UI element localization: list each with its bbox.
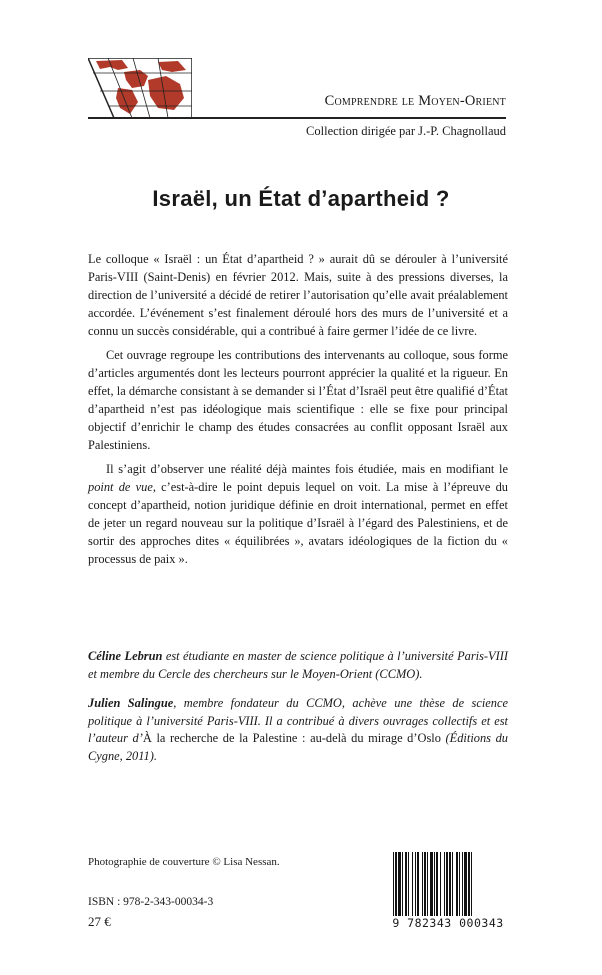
paragraph-2: Cet ouvrage regroupe les contributions des intervenants au colloque, sous forme d’articles argumentés dont les lecteurs pourront apprécier la qualité et la rigueur. En effet, la démarche consistant à se demander si l’État d’Israël peut être qualifié d’État d’apartheid n’est pas idéologique mais scientifique : elle se fixe pour principal objectif d’enrichir le champ des études consacrées au conflit opposant Israël aux Palestiniens.	[88, 348, 508, 452]
author-bio-lebrun	[88, 648, 508, 683]
collection-logo	[88, 58, 192, 118]
collection-editor: Collection dirigée par J.-P. Chagnollaud	[306, 124, 506, 138]
paragraph-3-start: Il s’agit d’observer une réalité déjà maintes fois étudiée, mais en modifiant le	[106, 462, 508, 476]
publisher-reference: (Éditions du Cygne, 2011).	[88, 731, 508, 763]
book-reference: À la recherche de la Palestine : au-delà du mirage d’Oslo	[142, 731, 441, 745]
author-bios	[88, 648, 508, 777]
series-title: Comprendre le Moyen-Orient	[324, 93, 506, 109]
paragraph-1: Le colloque « Israël : un État d’apartheid ? » aurait dû se dérouler à l’université Paris-VIII (Saint-Denis) en février 2012. Mais, suite à des pressions diverses, la direction de l’université a décidé de retirer l’autorisation qu’elle avait préalablement accordée. L’événement s’est finalement déroulé hors des murs de l’université et a connu un succès considérable, qui a contribué à faire germer l’idée de ce livre.	[88, 252, 508, 338]
author-name-salingue: Julien Salingue	[88, 696, 174, 710]
author-name-lebrun: Céline Lebrun	[88, 649, 163, 663]
barcode-number: 9 782343 000343	[390, 916, 506, 930]
book-title: Israël, un État d’apartheid ?	[152, 186, 450, 211]
paragraph-3-end: , c’est-à-dire le point depuis lequel on voit. La mise à l’épreuve du concept d’apartheid, notion juridique définie en droit international, permet en effet de jeter un regard nouveau sur la politique d’Israël à l’égard des Palestiniens, et de sortir des approches dites « équilibrées », avatars idéologiques de la fiction du « processus de paix ».	[88, 480, 508, 566]
isbn: ISBN : 978-2-343-00034-3	[88, 896, 214, 908]
point-de-vue-emphasis: point de vue	[88, 480, 153, 494]
back-cover-text	[88, 250, 508, 574]
barcode	[390, 852, 506, 930]
header-rule	[88, 117, 506, 119]
author-text-salingue: , membre fondateur du CCMO, achève une thèse de science politique à l’université Paris-VIII. Il a contribué à divers ouvrages collectifs et est l’auteur d’	[88, 696, 508, 745]
price: 27 €	[88, 914, 111, 929]
barcode-bars	[390, 852, 506, 918]
author-bio-salingue	[88, 695, 508, 765]
paragraph-3	[88, 460, 508, 568]
author-text-lebrun: est étudiante en master de science politique à l’université Paris-VIII et membre du Cercle des chercheurs sur le Moyen-Orient (CCMO).	[88, 649, 508, 681]
photo-credit: Photographie de couverture © Lisa Nessan.	[88, 856, 280, 868]
